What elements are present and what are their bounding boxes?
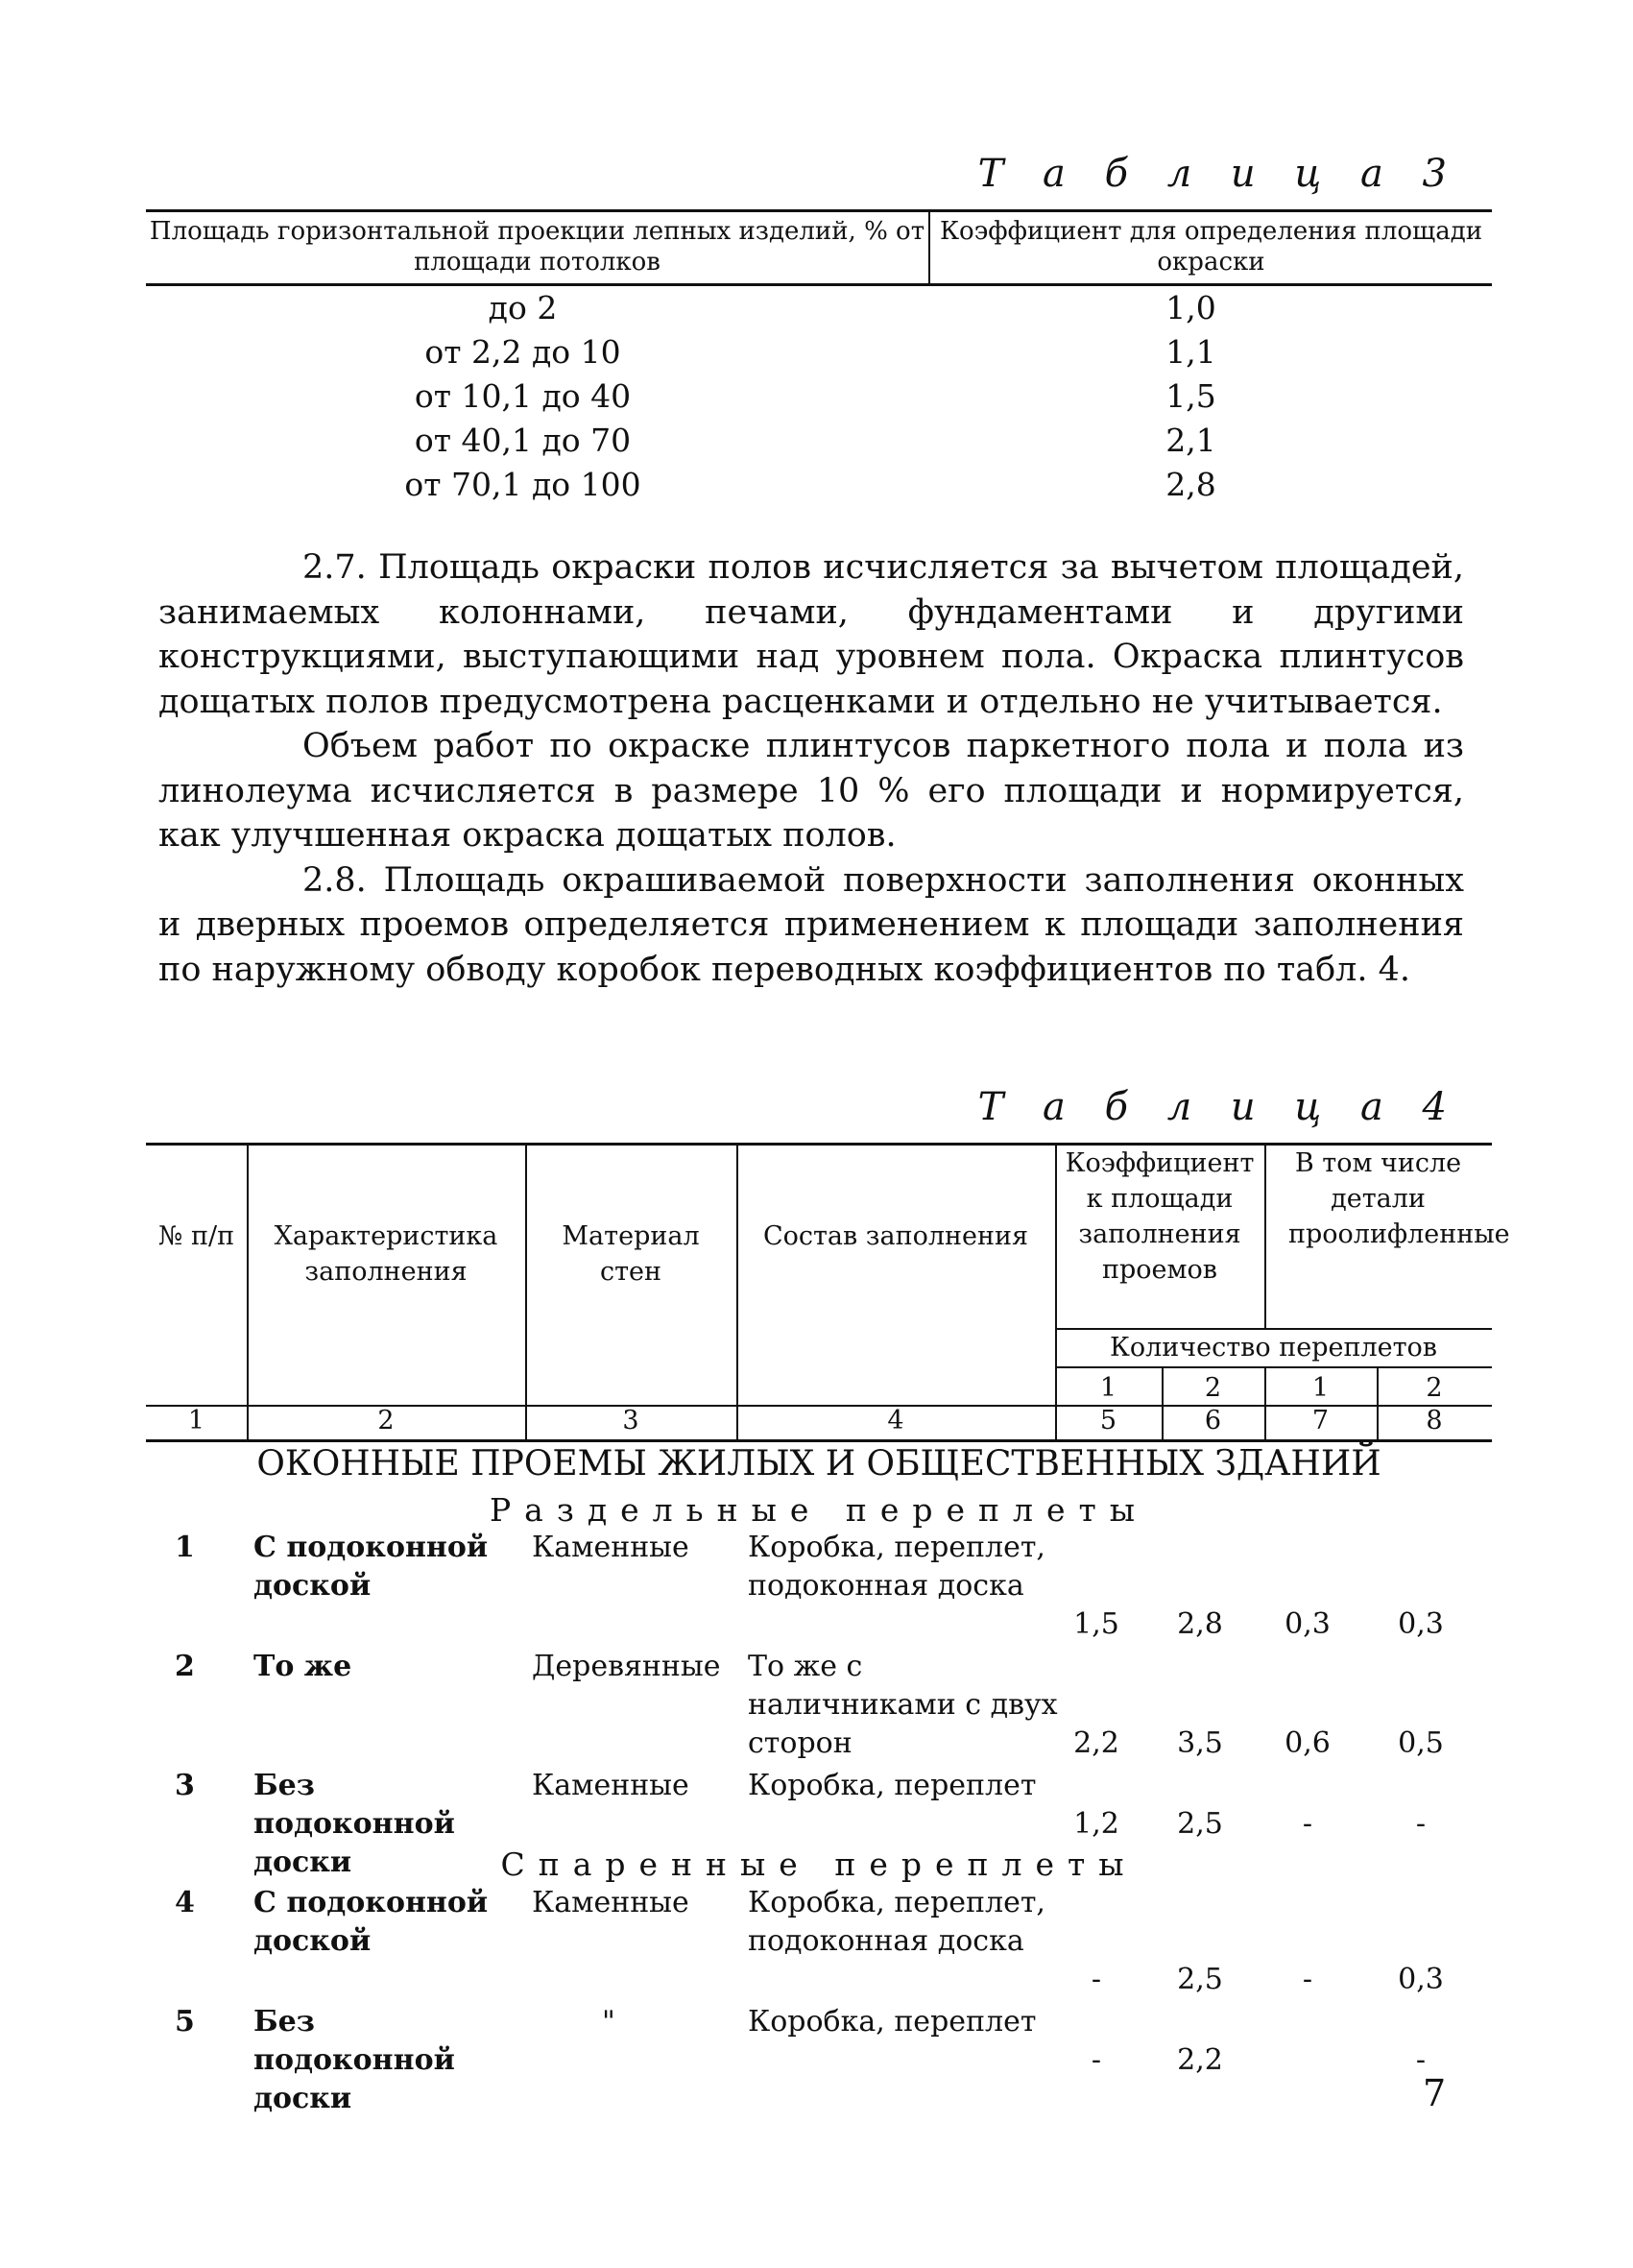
row-value: 0,3 <box>1398 1963 1444 1996</box>
table-row <box>146 463 1492 507</box>
column-number: 4 <box>887 1406 904 1436</box>
divider <box>736 1146 738 1439</box>
row-number: 2 <box>175 1650 195 1683</box>
column-number: 8 <box>1426 1406 1443 1436</box>
table3-caption: Т а б л и ц а 3 <box>977 152 1460 196</box>
row-value: 2,2 <box>1177 2043 1223 2077</box>
page-number: 7 <box>1423 2072 1447 2114</box>
table3-coef: 1,5 <box>1165 377 1216 415</box>
paragraph-plinth: Объем работ по окраске плинтусов паркетного пола и пола из линолеума исчисляется в размере 10 % его площади и нормируется, как улучшенная окраска дощатых полов. <box>158 727 1464 855</box>
row-value: - <box>1415 1807 1427 1841</box>
body-text <box>158 545 1464 992</box>
row-characteristic: То же <box>253 1650 352 1683</box>
row-value: 2,2 <box>1073 1726 1119 1760</box>
row-value: 0,3 <box>1285 1607 1331 1641</box>
row-composition: Коробка, переплет <box>748 1769 1037 1802</box>
header-no: № п/п <box>157 1221 235 1251</box>
row-value: - <box>1091 2043 1102 2077</box>
group-title: Раздельные переплеты <box>489 1491 1149 1529</box>
table-row <box>146 374 1492 419</box>
table3-range: от 10,1 до 40 <box>414 377 632 415</box>
row-value: - <box>1091 1963 1102 1996</box>
row-material: Каменные <box>532 1531 689 1564</box>
table3-coef: 2,8 <box>1165 466 1216 503</box>
table3 <box>146 209 1492 507</box>
row-number: 5 <box>175 2005 195 2039</box>
row-composition: Коробка, переплет <box>748 2005 1037 2039</box>
table3-coef: 1,1 <box>1165 333 1216 371</box>
row-number: 4 <box>175 1886 195 1919</box>
header-characteristic: Характеристика заполнения <box>274 1221 498 1287</box>
table3-range: от 70,1 до 100 <box>404 466 641 503</box>
table4-header <box>146 1143 1510 1442</box>
row-value: - <box>1302 1963 1313 1996</box>
column-number: 7 <box>1311 1406 1330 1436</box>
row-material: Каменные <box>532 1769 689 1802</box>
column-number: 1 <box>187 1406 205 1436</box>
row-composition: Коробка, переплет, подоконная доска <box>748 1886 1045 1958</box>
row-characteristic: Без подоконной доски <box>253 1769 455 1879</box>
subheader: 2 <box>1426 1373 1443 1403</box>
row-material: " <box>602 2005 615 2039</box>
column-number: 2 <box>377 1406 395 1436</box>
section-title: ОКОННЫЕ ПРОЕМЫ ЖИЛЫХ И ОБЩЕСТВЕННЫХ ЗДАНИЙ <box>256 1444 1381 1484</box>
divider <box>247 1146 249 1439</box>
header-drying-oil-parts: В том числе детали проолифленные <box>1288 1148 1510 1249</box>
row-value: 3,5 <box>1177 1726 1223 1760</box>
header-composition: Состав заполнения <box>762 1221 1029 1251</box>
row-number: 1 <box>175 1531 195 1564</box>
row-value: - <box>1415 2043 1427 2077</box>
row-material: Деревянные <box>532 1650 721 1683</box>
paragraph-2-7: 2.7. Площадь окраски полов исчисляется за вычетом площадей, занимаемых колоннами, печами, фундаментами и другими конструкциями, выступающими над уровнем пола. Окраска плинтусов дощатых полов предусмотрена расценками и отдельно не учитывается. <box>158 548 1464 721</box>
table3-header-area: Площадь горизонтальной проекции лепных изделий, % от площади потолков <box>146 212 930 283</box>
table3-range: от 40,1 до 70 <box>414 422 632 459</box>
row-value: 1,5 <box>1073 1607 1119 1641</box>
divider <box>525 1146 527 1439</box>
subheader: 2 <box>1204 1373 1222 1403</box>
row-material: Каменные <box>532 1886 689 1919</box>
subheader: 1 <box>1311 1373 1330 1403</box>
table3-coef: 2,1 <box>1165 422 1216 459</box>
table3-range: от 2,2 до 10 <box>424 333 621 371</box>
column-number: 6 <box>1204 1406 1222 1436</box>
row-value: 0,3 <box>1398 1607 1444 1641</box>
table3-range: до 2 <box>488 289 558 326</box>
table-row <box>146 330 1492 374</box>
row-number: 3 <box>175 1769 195 1802</box>
header-coefficient: Коэффициент к площади заполнения проемов <box>1065 1148 1255 1285</box>
row-value: 2,8 <box>1177 1607 1223 1641</box>
header-frame-count: Количество переплетов <box>1110 1333 1437 1363</box>
table3-coef: 1,0 <box>1165 289 1216 326</box>
row-value: - <box>1302 1807 1313 1841</box>
table3-header-coef: Коэффициент для определения площади окраски <box>939 217 1483 277</box>
table-row <box>146 419 1492 463</box>
row-characteristic: Без подоконной доски <box>253 2005 455 2115</box>
group-title: Спаренные переплеты <box>500 1846 1138 1883</box>
row-composition: Коробка, переплет, подоконная доска <box>748 1531 1045 1603</box>
row-composition: То же с наличниками с двух сторон <box>748 1650 1058 1760</box>
row-characteristic: С подоконной доской <box>253 1886 489 1958</box>
column-number: 5 <box>1099 1406 1117 1436</box>
row-value: 1,2 <box>1073 1807 1119 1841</box>
row-value: 0,5 <box>1398 1726 1444 1760</box>
row-value: 2,5 <box>1177 1807 1223 1841</box>
subheader: 1 <box>1099 1373 1117 1403</box>
header-material: Материал стен <box>562 1221 700 1287</box>
table-row <box>146 286 1492 330</box>
row-value: 2,5 <box>1177 1963 1223 1996</box>
divider <box>1055 1366 1492 1368</box>
paragraph-2-8: 2.8. Площадь окрашиваемой поверхности заполнения оконных и дверных проемов определяется применением к площади заполнения по наружному обводу коробок переводных коэффициентов по табл. 4. <box>158 860 1464 989</box>
column-number: 3 <box>622 1406 639 1436</box>
row-value: 0,6 <box>1285 1726 1331 1760</box>
table3-header <box>146 209 1492 286</box>
table4-caption: Т а б л и ц а 4 <box>977 1085 1460 1129</box>
row-characteristic: С подоконной доской <box>253 1531 489 1603</box>
